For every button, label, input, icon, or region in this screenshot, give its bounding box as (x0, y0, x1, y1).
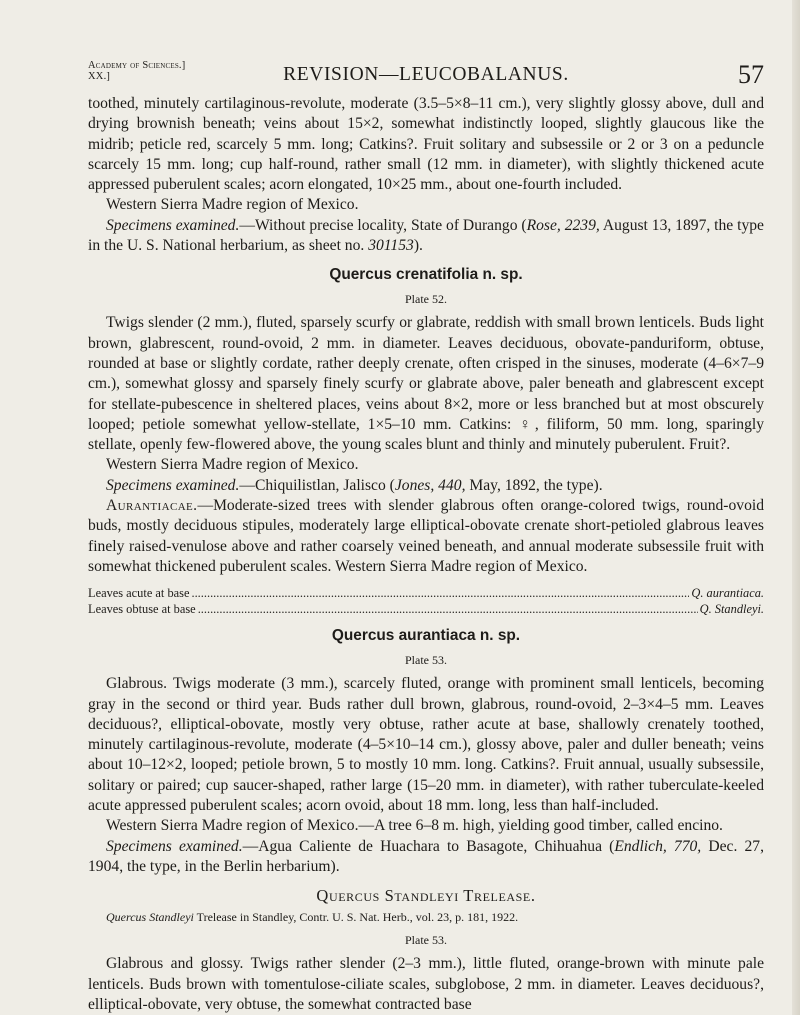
page-edge-shadow (792, 0, 800, 1015)
key-label: Leaves acute at base (88, 586, 190, 601)
citation-text: Trelease in Standley, Contr. U. S. Nat. Herb., vol. 23, p. 181, 1922. (193, 910, 519, 925)
species-range: Western Sierra Madre region of Mexico.—A tree 6–8 m. high, yielding good timber, called encino. (106, 817, 723, 835)
plate-reference: Plate 53. (405, 653, 447, 668)
specimens-text: —Without precise locality, State of Durango ( (239, 216, 527, 234)
group-name: Aurantiacae. (106, 497, 198, 515)
intro-description: toothed, minutely cartilaginous-revolute, moderate (3.5–5×8–11 cm.), very slightly glossy above, dull and drying brownish beneath; veins about 15×2, somewhat indistinctly looped, slightly glaucous like the midrib; peticle red, scarcely 5 mm. long; Catkins?. Fruit solitary and subsessile or 2 or 3 on a peduncle scarcely 15 mm. long; cup half-round, rather small (12 mm. in diameter), with slightly thickened acute appressed puberulent scales; acorn elongated, 10×25 mm., about one-fourth included. (88, 95, 764, 194)
specimens-text: Dec. 27, 1904, the type, in the Berlin herbarium). (88, 837, 764, 875)
key-species: Q. Standleyi. (699, 602, 764, 617)
key-leader (191, 585, 689, 601)
species-description: Twigs slender (2 mm.), fluted, sparsely scurfy or glabrate, reddish with small brown lenticels. Buds light brown, glabrescent, round-ovoid, 2 mm. in diameter. Leaves deciduous, obovate-panduriform, obtuse, rounded at base or slightly cordate, rather deeply crenate, often crisped in the sinuses, moderate (4–6×7–9 cm.), somewhat glossy and sparsely finely scurfy or glabrate above, paler beneath and glabrescent except for stellate-pubescence in sheltered places, veins about 8×2, more or less branched but at most obscurely looped; petiole somewhat yellow-stellate, 1×5–10 mm. Catkins: ♀, filiform, 50 mm. long, sparingly stellate, openly few-flowered above, the young scales blunt and thinly and minutely puberulent. Fruit?. (88, 314, 764, 454)
plate-reference: Plate 53. (405, 933, 447, 948)
running-title: REVISION—LEUCOBALANUS. (283, 64, 569, 85)
group-aurantiacae (88, 496, 764, 577)
key-row (88, 585, 764, 601)
specimens-label: Specimens examined. (106, 476, 240, 494)
key-leader (198, 601, 698, 617)
species-description: Glabrous. Twigs moderate (3 mm.), scarcely fluted, orange with prominent small lenticels, becoming gray in the second or third year. Buds rather dull brown, glabrous, round-ovoid, 2–3×4–5 mm. Leaves deciduous?, elliptical-obovate, mostly very obtuse, rather acute at base, shallowly crenately toothed, minutely cartilaginous-revolute, moderate (4–5×10–14 cm.), glossy above, paler and duller beneath; veins about 10–12×2, looped; petiole brown, 5 to mostly 10 mm. long. Catkins?. Fruit annual, usually subsessile, solitary or paired; cup saucer-shaped, rather large (15–20 mm. in diameter), with rather tuberculate-keeled acute appressed puberulent scales; acorn ovoid, about 18 mm. long, less than half-included. (88, 675, 764, 815)
key-species: Q. aurantiaca. (691, 586, 764, 601)
intro-range: Western Sierra Madre region of Mexico. (106, 196, 359, 214)
species-key (88, 585, 764, 617)
citation-name: Quercus Standleyi (106, 910, 194, 925)
specimens-text: —Agua Caliente de Huachara to Basagote, Chihuahua ( (242, 837, 615, 855)
journal-line-2: XX.] (88, 71, 111, 82)
specimens-text: —Chiquilistlan, Jalisco ( (239, 476, 395, 494)
plate-reference: Plate 52. (405, 292, 447, 307)
key-row (88, 601, 764, 617)
key-label: Leaves obtuse at base (88, 602, 196, 617)
species-title-aurantiaca: Quercus aurantiaca n. sp. (331, 627, 521, 645)
collector: Rose, 2239, (526, 216, 600, 234)
page-number: 57 (738, 60, 764, 89)
sheet-number: 301153 (368, 237, 414, 255)
species-specimens (88, 476, 764, 496)
specimens-text: May, 1892, the type). (465, 476, 603, 494)
species-range: Western Sierra Madre region of Mexico. (106, 456, 359, 474)
species-description: Glabrous and glossy. Twigs rather slender (2–3 mm.), little fluted, orange-brown with minute pale lenticels. Buds brown with tomentulose-ciliate scales, subglobose, 2 mm. in diameter. Leaves deciduous?, elliptical-obovate, very obtuse, the somewhat contracted base (88, 955, 764, 1013)
collector: Endlich, 770, (614, 837, 702, 855)
intro-specimens (88, 216, 764, 257)
collector: Jones, 440, (394, 476, 466, 494)
specimens-label: Specimens examined. (106, 837, 243, 855)
specimens-label: Specimens examined. (106, 216, 240, 234)
group-text: —Moderate-sized trees with slender glabrous often orange-colored twigs, round-ovoid buds, mostly deciduous stipules, moderately large elliptical-obovate crenate short-petioled glabrous leaves finely raised-venulose above and rather coarsely veined beneath, and annual moderate subsessile fruit with somewhat thickened puberulent scales. Western Sierra Madre region of Mexico. (88, 497, 764, 575)
species-title-crenatifolia: Quercus crenatifolia n. sp. (329, 266, 523, 284)
species-citation (88, 909, 764, 926)
page-body (88, 94, 764, 1015)
species-title-standleyi: Quercus Standleyi Trelease. (316, 886, 536, 906)
journal-line-1: Academy of Sciences.] (88, 60, 186, 71)
specimens-text: August 13, 1897, the type in the U. S. National herbarium, as sheet no. (88, 216, 764, 255)
species-specimens (88, 837, 764, 878)
specimens-text: ). (413, 237, 423, 255)
